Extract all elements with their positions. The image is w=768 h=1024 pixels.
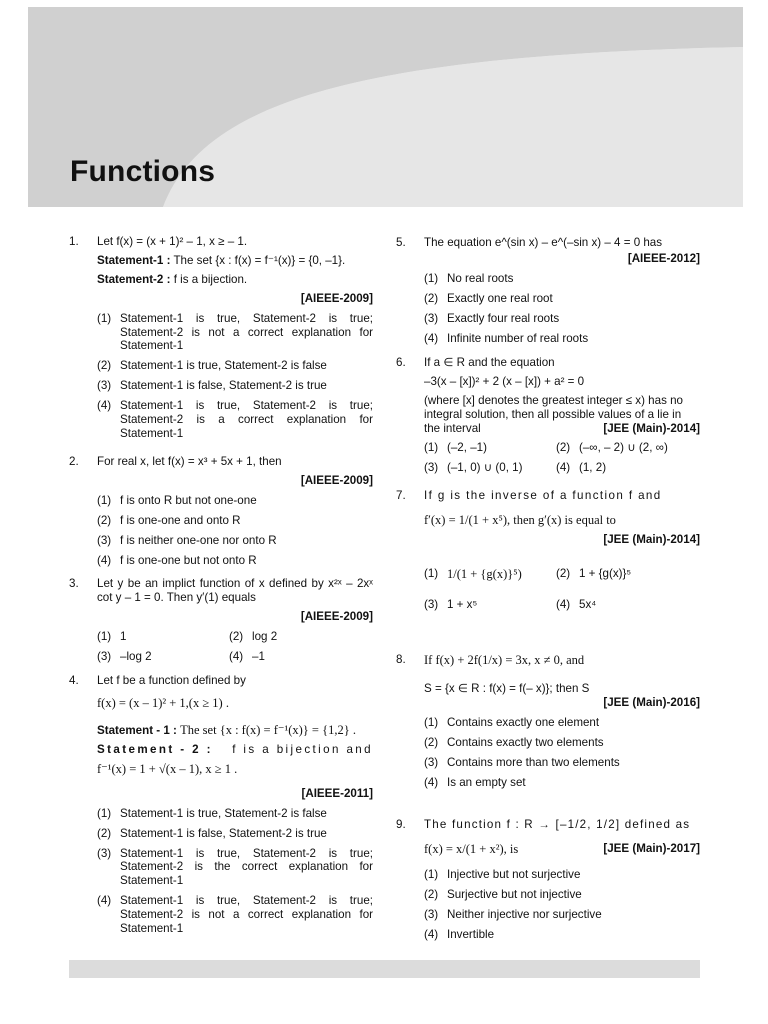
option-2[interactable]: (2) log 2 bbox=[229, 629, 278, 643]
option-3[interactable]: (3) Statement-1 is true, Statement-2 is true; Statement-2 is the correct explanation for Statement-1 bbox=[97, 846, 373, 888]
option-1[interactable]: (1) 1 bbox=[97, 629, 127, 643]
statement-1-text: The set {x : f(x) = f⁻¹(x)} = {0, –1}. bbox=[173, 253, 346, 267]
inverse-equation: f⁻¹(x) = 1 + √(x – 1), x ≥ 1 . bbox=[97, 761, 238, 776]
question-stem: Let f(x) = (x + 1)² – 1, x ≥ – 1. bbox=[97, 235, 248, 248]
question-number: 3. bbox=[69, 577, 79, 590]
question-number: 6. bbox=[396, 356, 406, 369]
option-3[interactable]: (3) Statement-1 is false, Statement-2 is true bbox=[97, 379, 327, 393]
question-stem: The equation e^(sin x) – e^(–sin x) – 4 = 0 has bbox=[424, 236, 663, 249]
option-2[interactable]: (2) (–∞, – 2) ∪ (2, ∞) bbox=[556, 441, 668, 455]
option-1[interactable]: (1) (–2, –1) bbox=[424, 441, 487, 455]
equation: –3(x – [x])² + 2 (x – [x]) + a² = 0 bbox=[424, 374, 585, 388]
option-1[interactable]: (1) 1/(1 + {g(x)}⁵) bbox=[424, 566, 522, 581]
option-2[interactable]: (2) Statement-1 is true, Statement-2 is false bbox=[97, 359, 327, 373]
function-equation: f(x) = x/(1 + x²), is bbox=[424, 841, 519, 856]
statement-2-label: Statement-2 : bbox=[97, 272, 171, 286]
statement-2-label: Statement - 2 : bbox=[97, 742, 213, 756]
exam-tag: [JEE (Main)-2014] bbox=[603, 532, 700, 546]
option-4[interactable]: (4) –1 bbox=[229, 649, 265, 663]
exam-tag: [JEE (Main)-2016] bbox=[603, 695, 700, 709]
question-number: 7. bbox=[396, 489, 406, 502]
question-number: 1. bbox=[69, 235, 79, 248]
option-4[interactable]: (4) f is one-one but not onto R bbox=[97, 553, 257, 567]
question-text: (where [x] denotes the greatest integer ≤ x) has no integral solution, then all possible values of a lie in the interval bbox=[424, 393, 683, 435]
statement-1-label: Statement - 1 : bbox=[97, 723, 177, 737]
question-stem: If f(x) + 2f(1/x) = 3x, x ≠ 0, and bbox=[424, 653, 585, 667]
question-number: 9. bbox=[396, 818, 406, 831]
statement-1-text: The set {x : f(x) = f⁻¹(x)} = {1,2} . bbox=[180, 722, 356, 737]
exam-tag: [AIEEE-2009] bbox=[300, 291, 373, 305]
question-stem: Let y be an implict function of x defined by x²ˣ – 2xˣ cot y – 1 = 0. Then y′(1) equals bbox=[97, 577, 373, 604]
option-4[interactable]: (4) Statement-1 is true, Statement-2 is true; Statement-2 is not a correct explanation for Statement-1 bbox=[97, 894, 373, 936]
option-4[interactable]: (4) (1, 2) bbox=[556, 461, 607, 475]
option-3[interactable]: (3) (–1, 0) ∪ (0, 1) bbox=[424, 461, 523, 475]
option-4[interactable]: (4) Invertible bbox=[424, 927, 495, 941]
option-2[interactable]: (2) Surjective but not injective bbox=[424, 887, 582, 901]
option-1[interactable]: (1) Contains exactly one element bbox=[424, 715, 600, 729]
option-1[interactable]: (1) f is onto R but not one-one bbox=[97, 493, 257, 507]
question-number: 8. bbox=[396, 653, 406, 666]
option-1[interactable]: (1) Injective but not surjective bbox=[424, 867, 581, 881]
option-4[interactable]: (4) Statement-1 is true, Statement-2 is true; Statement-2 is a correct explanation for Statement-1 bbox=[97, 399, 373, 440]
option-2[interactable]: (2) Contains exactly two elements bbox=[424, 735, 604, 749]
question-stem: If g is the inverse of a function f and bbox=[424, 489, 662, 502]
question-stem: The function f : R → [–1/2, 1/2] defined as bbox=[424, 818, 691, 831]
exam-tag: [AIEEE-2009] bbox=[300, 609, 373, 623]
exam-tag: [JEE (Main)-2014] bbox=[603, 421, 700, 435]
statement-1-label: Statement-1 : bbox=[97, 253, 171, 267]
option-2[interactable]: (2) Exactly one real root bbox=[424, 291, 553, 305]
option-2[interactable]: (2) 1 + {g(x)}⁵ bbox=[556, 566, 632, 580]
question-number: 5. bbox=[396, 236, 406, 249]
option-3[interactable]: (3) f is neither one-one nor onto R bbox=[97, 533, 277, 547]
option-1[interactable]: (1) No real roots bbox=[424, 271, 514, 285]
footer-bar bbox=[69, 960, 700, 978]
function-equation: f(x) = (x – 1)² + 1,(x ≥ 1) . bbox=[97, 695, 229, 710]
question-number: 2. bbox=[69, 455, 79, 468]
option-1[interactable]: (1) Statement-1 is true, Statement-2 is false bbox=[97, 806, 327, 820]
question-number: 4. bbox=[69, 674, 79, 687]
derivative-equation: f′(x) = 1/(1 + x⁵), then g′(x) is equal to bbox=[424, 512, 616, 527]
question-stem: If a ∈ R and the equation bbox=[424, 356, 555, 369]
option-4[interactable]: (4) Is an empty set bbox=[424, 775, 526, 789]
question-text: S = {x ∈ R : f(x) = f(– x)}; then S bbox=[424, 682, 590, 695]
exam-tag: [AIEEE-2012] bbox=[627, 251, 700, 265]
exam-tag: [AIEEE-2009] bbox=[300, 473, 373, 487]
option-4[interactable]: (4) 5x⁴ bbox=[556, 597, 597, 611]
option-3[interactable]: (3) Contains more than two elements bbox=[424, 755, 620, 769]
page-title: Functions bbox=[70, 155, 216, 188]
question-stem: Let f be a function defined by bbox=[97, 674, 246, 687]
option-3[interactable]: (3) –log 2 bbox=[97, 649, 152, 663]
statement-2-text: f is a bijection. bbox=[173, 272, 248, 286]
exam-tag: [JEE (Main)-2017] bbox=[603, 841, 700, 855]
option-2[interactable]: (2) f is one-one and onto R bbox=[97, 513, 241, 527]
exam-tag: [AIEEE-2011] bbox=[301, 786, 373, 800]
page-header bbox=[28, 7, 743, 207]
statement-2-text: f is a bijection and bbox=[232, 742, 373, 756]
option-1[interactable]: (1) Statement-1 is true, Statement-2 is true; Statement-2 is not a correct explanation for Statement-1 bbox=[97, 311, 373, 353]
option-3[interactable]: (3) Exactly four real roots bbox=[424, 311, 560, 325]
option-3[interactable]: (3) Neither injective nor surjective bbox=[424, 907, 602, 921]
option-3[interactable]: (3) 1 + x⁵ bbox=[424, 597, 478, 611]
question-stem: For real x, let f(x) = x³ + 5x + 1, then bbox=[97, 455, 282, 468]
option-4[interactable]: (4) Infinite number of real roots bbox=[424, 331, 589, 345]
option-2[interactable]: (2) Statement-1 is false, Statement-2 is true bbox=[97, 826, 327, 840]
